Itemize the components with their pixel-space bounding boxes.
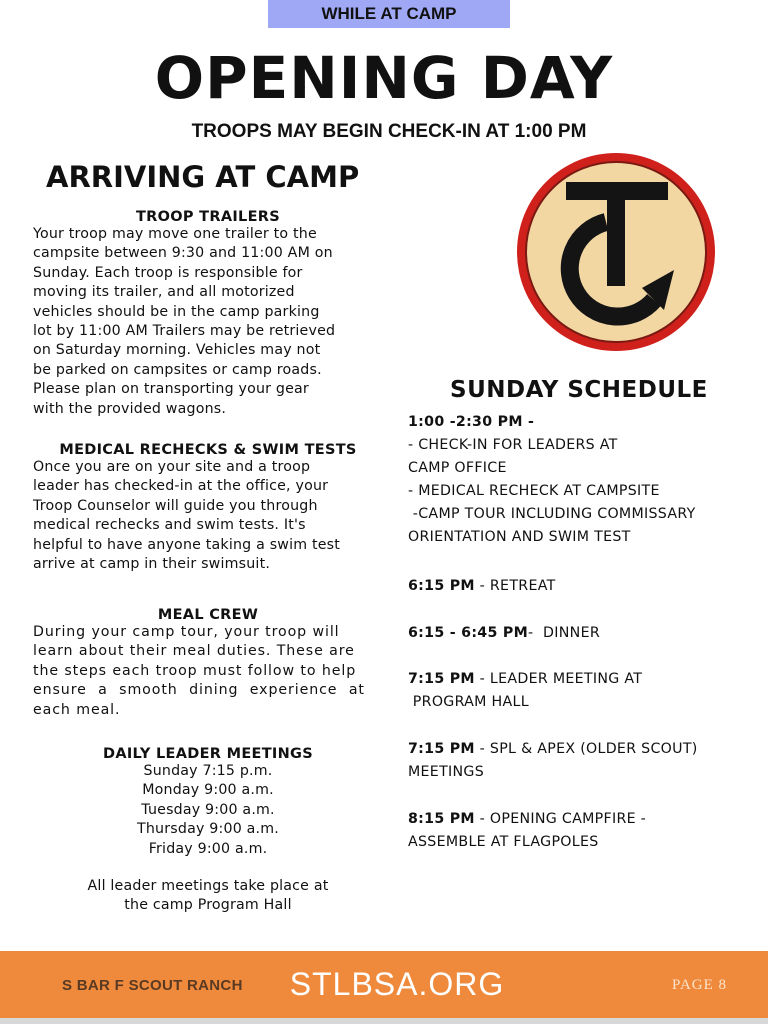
troop-trailers-title: TROOP TRAILERS — [135, 209, 280, 225]
meal-crew-text: During your camp tour, your troop will learn about their meal duties. These are the steps each troop must follow to help ensure a smooth dining experience at each meal. — [33, 624, 365, 718]
footer-website-link[interactable]: STLBSA.ORG — [289, 966, 505, 1002]
schedule-item-5: 7:15 PM - SPL & APEX (OLDER SCOUT) MEETINGS — [408, 741, 698, 780]
footer — [0, 951, 768, 1024]
medical-section — [33, 442, 383, 574]
tc-logo-svg — [514, 150, 718, 354]
troop-trailers-section — [33, 209, 383, 419]
medical-text: Once you are on your site and a troop leader has checked-in at the office, your Troop Counselor will guide you through medical rechecks and swim tests. It's helpful to have anyone taking a swim test arrive at camp in their swimsuit. — [33, 459, 341, 573]
meetings-title: DAILY LEADER MEETINGS — [102, 746, 313, 762]
bottom-divider — [0, 1018, 768, 1024]
medical-title: MEDICAL RECHECKS & SWIM TESTS — [59, 442, 357, 458]
arriving-heading: ARRIVING AT CAMP — [46, 160, 360, 194]
meal-crew-title: MEAL CREW — [157, 607, 259, 623]
tc-logo-icon — [514, 150, 718, 354]
page-title: OPENING DAY — [154, 44, 614, 112]
page-subtitle: TROOPS MAY BEGIN CHECK-IN AT 1:00 PM — [191, 121, 587, 142]
schedule-item-2: 6:15 PM - RETREAT — [408, 578, 556, 594]
footer-org-name: S BAR F SCOUT RANCH — [62, 977, 243, 994]
schedule-item-4: 7:15 PM - LEADER MEETING AT PROGRAM HALL — [408, 671, 643, 710]
meetings-section — [33, 746, 383, 916]
schedule-item-1: 1:00 -2:30 PM - - CHECK-IN FOR LEADERS AT CAMP OFFICE - MEDICAL RECHECK AT CAMPSITE -CAMP TOUR INCLUDING COMMISSARY ORIENTATION AND SWIM TEST — [408, 414, 696, 545]
schedule-item-6: 8:15 PM - OPENING CAMPFIRE - ASSEMBLE AT FLAGPOLES — [408, 811, 647, 850]
footer-page-number: PAGE 8 — [672, 977, 728, 993]
sunday-schedule-heading: SUNDAY SCHEDULE — [450, 377, 708, 403]
meal-crew-section — [33, 607, 383, 720]
meetings-list: Sunday 7:15 p.m. Monday 9:00 a.m. Tuesday 9:00 a.m. Thursday 9:00 a.m. Friday 9:00 a.m. — [137, 763, 279, 857]
schedule-item-3: 6:15 - 6:45 PM- DINNER — [408, 625, 600, 641]
troop-trailers-text: Your troop may move one trailer to the campsite between 9:30 and 11:00 AM on Sunday. Each troop is responsible for moving its trailer, and all motorized vehicles should be in the camp parking lot by 11:00 AM Trailers may be retrieved on Saturday morning. Vehicles may not be parked on campsites or camp roads. Please plan on transporting your gear with the provided wagons. — [33, 226, 336, 417]
meetings-note: All leader meetings take place at the camp Program Hall — [87, 878, 329, 914]
section-tag: WHILE AT CAMP — [268, 0, 510, 28]
